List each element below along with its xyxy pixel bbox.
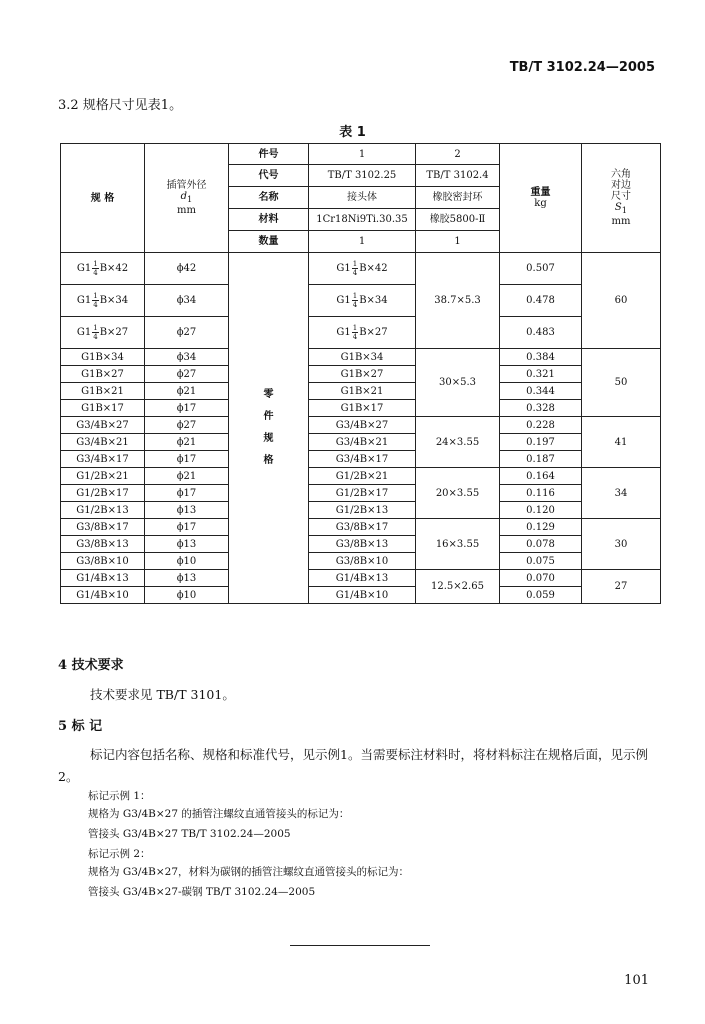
weight-cell: 0.120	[500, 502, 582, 519]
page-number: 101	[624, 973, 649, 988]
spec-cell: G1 $\frac{1}{4}$ B×42	[61, 253, 145, 285]
part-spec-cell: G1 $\frac{1}{4}$ B×27	[309, 317, 416, 349]
part-spec-cell: G1 $\frac{1}{4}$ B×34	[309, 285, 416, 317]
spec-cell: G3/8B×10	[61, 553, 145, 570]
weight-cell: 0.483	[500, 317, 582, 349]
diameter-cell: ϕ21	[145, 383, 229, 400]
table-row	[61, 587, 661, 604]
part1-name: 接头体	[309, 187, 416, 209]
spec-cell: G1B×17	[61, 400, 145, 417]
table-row	[61, 434, 661, 451]
weight-cell: 0.129	[500, 519, 582, 536]
part-spec-cell: G1B×34	[309, 349, 416, 366]
header-d1-label: 插管外径	[166, 180, 207, 192]
seal-ring-size: 24×3.55	[416, 417, 500, 468]
hex-size: 41	[582, 417, 661, 468]
header-weight-unit: kg	[534, 198, 547, 209]
header-hex-char: 六角	[611, 169, 631, 181]
attr-label-material: 材料	[229, 209, 309, 231]
attr-label-quantity: 数量	[229, 231, 309, 253]
part-spec-cell: G3/8B×13	[309, 536, 416, 553]
header-spec: 规 格	[61, 144, 145, 253]
weight-cell: 0.197	[500, 434, 582, 451]
weight-cell: 0.384	[500, 349, 582, 366]
table-row	[61, 451, 661, 468]
document-code: TB/T 3102.24—2005	[509, 60, 655, 75]
diameter-cell: ϕ34	[145, 285, 229, 317]
part1-code: TB/T 3102.25	[309, 165, 416, 187]
diameter-cell: ϕ13	[145, 502, 229, 519]
diameter-cell: ϕ13	[145, 536, 229, 553]
weight-cell: 0.164	[500, 468, 582, 485]
section-4-heading: 4 技术要求	[58, 658, 124, 673]
weight-cell: 0.228	[500, 417, 582, 434]
header-hex-char: 对边	[611, 180, 631, 192]
part-spec-cell: G3/4B×17	[309, 451, 416, 468]
seal-ring-size: 30×5.3	[416, 349, 500, 417]
hex-size: 27	[582, 570, 661, 604]
weight-cell: 0.507	[500, 253, 582, 285]
spec-cell: G1/2B×17	[61, 485, 145, 502]
part-spec-cell: G3/8B×10	[309, 553, 416, 570]
part-spec-cell: G1B×17	[309, 400, 416, 417]
spec-cell: G3/8B×13	[61, 536, 145, 553]
spec-cell: G1B×34	[61, 349, 145, 366]
diameter-cell: ϕ27	[145, 366, 229, 383]
diameter-cell: ϕ17	[145, 519, 229, 536]
example-1-description: 规格为 G3/4B×27 的插管注螺纹直通管接头的标记为：	[88, 808, 350, 820]
part1-material: 1Cr18Ni9Ti.30.35	[309, 209, 416, 231]
header-weight	[500, 144, 582, 253]
table-row	[61, 383, 661, 400]
header-d1-unit: mm	[177, 204, 196, 216]
diameter-cell: ϕ21	[145, 434, 229, 451]
spec-cell: G3/4B×21	[61, 434, 145, 451]
diameter-cell: ϕ27	[145, 417, 229, 434]
diameter-cell: ϕ10	[145, 553, 229, 570]
diameter-cell: ϕ17	[145, 485, 229, 502]
part-spec-cell: G1 $\frac{1}{4}$ B×42	[309, 253, 416, 285]
table-row	[61, 253, 661, 285]
header-d1	[145, 144, 229, 253]
weight-cell: 0.116	[500, 485, 582, 502]
hex-size: 60	[582, 253, 661, 349]
part-spec-cell: G3/8B×17	[309, 519, 416, 536]
table-row	[61, 485, 661, 502]
table-row	[61, 468, 661, 485]
diameter-cell: ϕ34	[145, 349, 229, 366]
table-row	[61, 519, 661, 536]
hex-size: 30	[582, 519, 661, 570]
spec-cell: G1 $\frac{1}{4}$ B×34	[61, 285, 145, 317]
header-hex-unit: mm	[611, 215, 631, 227]
seal-ring-size: 20×3.55	[416, 468, 500, 519]
table-row	[61, 349, 661, 366]
diameter-cell: ϕ27	[145, 317, 229, 349]
table-row	[61, 570, 661, 587]
weight-cell: 0.059	[500, 587, 582, 604]
table-row	[61, 536, 661, 553]
diameter-cell: ϕ13	[145, 570, 229, 587]
section-4-text: 技术要求见 TB/T 3101。	[90, 687, 235, 702]
table-row	[61, 417, 661, 434]
table-row	[61, 285, 661, 317]
weight-cell: 0.321	[500, 366, 582, 383]
part-spec-cell: G1B×21	[309, 383, 416, 400]
spec-cell: G3/8B×17	[61, 519, 145, 536]
header-d1-symbol: $d_1$	[180, 191, 193, 205]
seal-ring-size: 16×3.55	[416, 519, 500, 570]
example-2-description: 规格为 G3/4B×27，材料为碳钢的插管注螺纹直通管接头的标记为：	[88, 866, 409, 878]
example-1-marking: 管接头 G3/4B×27 TB/T 3102.24—2005	[88, 828, 291, 840]
part2-code: TB/T 3102.4	[416, 165, 500, 187]
attr-label-name: 名称	[229, 187, 309, 209]
table-row	[61, 317, 661, 349]
part-spec-cell: G3/4B×27	[309, 417, 416, 434]
header-hex	[582, 144, 661, 253]
part1-number: 1	[309, 144, 416, 165]
example-1-label: 标记示例 1：	[88, 790, 151, 802]
spec-cell: G1 $\frac{1}{4}$ B×27	[61, 317, 145, 349]
diameter-cell: ϕ17	[145, 400, 229, 417]
section-5-heading: 5 标 记	[58, 719, 103, 734]
hex-size: 50	[582, 349, 661, 417]
spec-cell: G1B×27	[61, 366, 145, 383]
table-row	[61, 366, 661, 383]
spec-cell: G1B×21	[61, 383, 145, 400]
section-5-text: 标记内容包括名称、规格和标准代号，见示例1。当需要标注材料时，将材料标注在规格后面，见示例2。	[58, 747, 648, 784]
spec-cell: G3/4B×17	[61, 451, 145, 468]
seal-ring-size: 12.5×2.65	[416, 570, 500, 604]
weight-cell: 0.075	[500, 553, 582, 570]
spec-table	[60, 143, 661, 604]
part-spec-cell: G1/2B×17	[309, 485, 416, 502]
part-spec-cell: G1/4B×13	[309, 570, 416, 587]
part2-quantity: 1	[416, 231, 500, 253]
part-spec-cell: G1/4B×10	[309, 587, 416, 604]
header-weight-label: 重量	[530, 187, 551, 198]
table-row	[61, 553, 661, 570]
weight-cell: 0.478	[500, 285, 582, 317]
weight-cell: 0.328	[500, 400, 582, 417]
attr-label-code: 代号	[229, 165, 309, 187]
attr-label-part-no: 件号	[229, 144, 309, 165]
spec-cell: G1/4B×10	[61, 587, 145, 604]
example-2-label: 标记示例 2：	[88, 848, 151, 860]
header-hex-symbol: $S_1$	[614, 202, 628, 216]
merged-part-spec-label: 零 件 规 格	[229, 253, 309, 604]
part-spec-cell: G1/2B×21	[309, 468, 416, 485]
weight-cell: 0.187	[500, 451, 582, 468]
diameter-cell: ϕ42	[145, 253, 229, 285]
example-2-marking: 管接头 G3/4B×27-碳钢 TB/T 3102.24—2005	[88, 886, 316, 898]
diameter-cell: ϕ21	[145, 468, 229, 485]
part2-name: 橡胶密封环	[416, 187, 500, 209]
part2-material: 橡胶5800-Ⅱ	[416, 209, 500, 231]
spec-cell: G1/2B×21	[61, 468, 145, 485]
part-spec-cell: G3/4B×21	[309, 434, 416, 451]
weight-cell: 0.070	[500, 570, 582, 587]
spec-cell: G1/4B×13	[61, 570, 145, 587]
table-row	[61, 400, 661, 417]
weight-cell: 0.078	[500, 536, 582, 553]
spec-cell: G1/2B×13	[61, 502, 145, 519]
header-hex-char: 尺寸	[611, 191, 631, 203]
hex-size: 34	[582, 468, 661, 519]
footer-rule	[290, 945, 430, 946]
part-spec-cell: G1/2B×13	[309, 502, 416, 519]
part2-number: 2	[416, 144, 500, 165]
diameter-cell: ϕ17	[145, 451, 229, 468]
seal-ring-size: 38.7×5.3	[416, 253, 500, 349]
table-caption: 表 1	[339, 125, 366, 140]
part1-quantity: 1	[309, 231, 416, 253]
spec-cell: G3/4B×27	[61, 417, 145, 434]
section-3-2-title: 3.2 规格尺寸见表1。	[58, 98, 183, 113]
table-row	[61, 502, 661, 519]
diameter-cell: ϕ10	[145, 587, 229, 604]
part-spec-cell: G1B×27	[309, 366, 416, 383]
weight-cell: 0.344	[500, 383, 582, 400]
